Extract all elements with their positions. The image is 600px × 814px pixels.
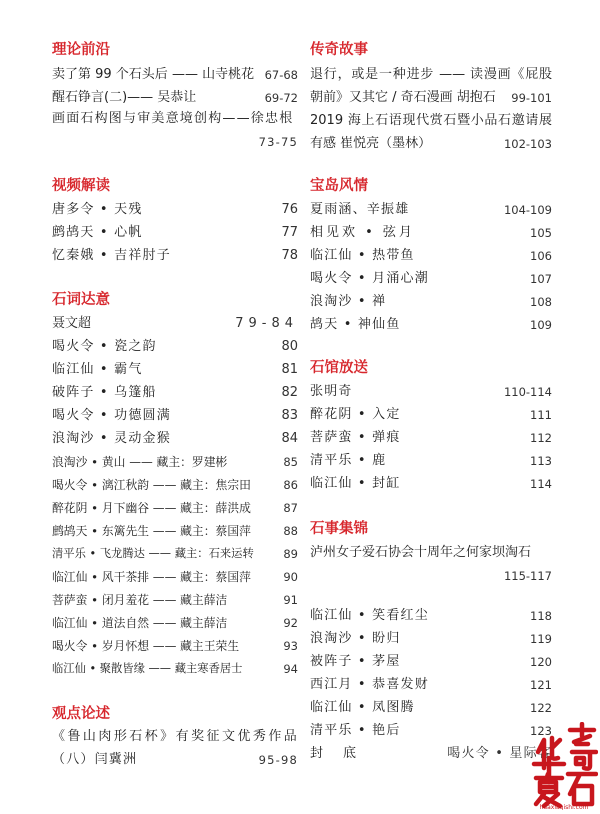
toc-entry-title: 喝火令 • 功德圆满: [52, 408, 171, 423]
toc-entry-title: 清平乐 • 飞龙腾达 —— 藏主：石来运转: [52, 547, 254, 560]
toc-entry-page: 87: [283, 501, 298, 515]
toc-entry: [310, 542, 552, 587]
toc-entry-title: 鸪天 • 神仙鱼: [310, 317, 401, 332]
toc-entry-title: 醉花阴 • 入定: [310, 407, 401, 422]
toc-entry-page: 73-75: [258, 134, 298, 149]
toc-entry-page: 118: [530, 609, 552, 623]
toc-entry: [52, 313, 298, 335]
section-title-legend: 传奇故事: [310, 42, 368, 58]
toc-entry-title: 聂文超: [52, 316, 92, 331]
toc-entry: [310, 628, 552, 650]
toc-entry: [52, 566, 298, 588]
toc-entry-page: 77: [281, 225, 298, 240]
toc-entry-page: 喝火令 • 星际客: [447, 746, 552, 761]
toc-entry: [52, 108, 298, 153]
toc-entry-title: 浪淘沙 • 盼归: [310, 631, 401, 646]
toc-entry: [52, 64, 298, 86]
toc-entry-title: 临江仙 • 聚散皆缘 —— 藏主寒香居士: [52, 662, 243, 675]
toc-entry-page: 112: [530, 431, 552, 445]
toc-entry-title: 临江仙 • 霸气: [52, 362, 143, 377]
toc-entry: [52, 199, 298, 221]
toc-entry-page: 76: [281, 202, 298, 217]
toc-entry-page: 110-114: [503, 385, 552, 399]
toc-entry: [310, 314, 552, 336]
toc-entry: [310, 222, 552, 244]
site-watermark-logo: [530, 722, 598, 810]
toc-entry: [52, 497, 298, 519]
toc-entry-title: 临江仙 • 道法自然 —— 藏主薛洁: [52, 616, 228, 630]
toc-entry: [52, 474, 298, 496]
toc-entry: [52, 428, 298, 450]
toc-entry-title: 喝火令 • 瓷之韵: [52, 339, 157, 354]
section-title-opinion: 观点论述: [52, 706, 110, 722]
toc-entry-title: 被阵子 • 茅屋: [310, 654, 401, 669]
toc-entry: [52, 336, 298, 358]
toc-entry-title: 鹧鸪天 • 东篱先生 —— 藏主：蔡国萍: [52, 524, 251, 538]
toc-entry-page: 82: [281, 385, 298, 400]
toc-entry-page: 78: [281, 248, 298, 263]
toc-entry-title: 醒石铮言(二)—— 吴恭让: [52, 90, 197, 105]
toc-entry-page: 104-109: [503, 203, 552, 217]
toc-entry-title: 临江仙 • 凤图腾: [310, 700, 415, 715]
toc-entry-title: 破阵子 • 乌篷船: [52, 385, 157, 400]
toc-entry: [52, 612, 298, 634]
toc-entry-page: 119: [530, 632, 552, 646]
toc-entry-title: 《鲁山肉形石杯》有奖征文优秀作品（八）闫冀洲: [52, 729, 298, 767]
toc-entry-page: 108: [530, 295, 552, 309]
toc-entry-title: 喝火令 • 岁月怀想 —— 藏主王荣生: [52, 639, 240, 653]
toc-entry-title: 醉花阴 • 月下幽谷 —— 藏主：薛洪成: [52, 501, 251, 515]
toc-entry-title: 菩萨蛮 • 闭月羞花 —— 藏主薛洁: [52, 593, 228, 607]
toc-entry: [310, 743, 552, 765]
toc-entry: [52, 359, 298, 381]
toc-entry: [310, 674, 552, 696]
toc-entry-page: 90: [283, 570, 298, 584]
toc-entry-page: 88: [283, 524, 298, 538]
section-title-poems: 石词达意: [52, 292, 110, 308]
toc-entry-title: 临江仙 • 笑看红尘: [310, 608, 429, 623]
toc-entry: [310, 268, 552, 290]
toc-entry-title: 卖了第 99 个石头后 —— 山寺桃花: [52, 67, 255, 82]
toc-entry: [52, 658, 298, 680]
toc-entry-title: 喝火令 • 漓江秋韵 —— 藏主：焦宗田: [52, 478, 251, 492]
toc-entry-page: 84: [281, 431, 298, 446]
section-title-theory: 理论前沿: [52, 42, 110, 58]
toc-entry-page: 106: [530, 249, 552, 263]
toc-entry-page: 69-72: [264, 91, 298, 105]
toc-entry: [52, 87, 298, 109]
toc-entry: [310, 473, 552, 495]
toc-entry: [310, 381, 552, 403]
toc-entry-page: 109: [530, 318, 552, 332]
toc-entry-page: 113: [530, 454, 552, 468]
toc-entry-title: 菩萨蛮 • 弹痕: [310, 430, 401, 445]
toc-entry-title: 西江月 • 恭喜发财: [310, 677, 429, 692]
section-title-museum: 石馆放送: [310, 360, 368, 376]
toc-entry-page: 91: [283, 593, 298, 607]
toc-entry-page: 92: [283, 616, 298, 630]
toc-entry-page: 121: [530, 678, 552, 692]
toc-entry: [52, 245, 298, 267]
toc-entry-page: 123: [530, 724, 552, 738]
toc-entry-title: 临江仙 • 热带鱼: [310, 248, 415, 263]
toc-entry: [52, 382, 298, 404]
toc-entry-title: 张明奇: [310, 384, 353, 399]
toc-entry-page: 102-103: [503, 136, 552, 151]
toc-entry: [310, 404, 552, 426]
toc-entry: [310, 245, 552, 267]
toc-entry-title: 画面石构图与审美意境创构——徐忠根: [52, 111, 294, 126]
toc-entry-title: 临江仙 • 封缸: [310, 476, 401, 491]
toc-entry-title: 喝火令 • 月涌心潮: [310, 271, 429, 286]
toc-entry-page: 111: [530, 408, 552, 422]
toc-entry-title: 封底: [310, 746, 377, 761]
toc-entry-page: 67-68: [264, 68, 298, 82]
toc-entry-page: 94: [283, 662, 298, 676]
toc-entry-title: 浪淘沙 • 禅: [310, 294, 387, 309]
toc-entry: [310, 110, 552, 155]
toc-entry-page: 107: [530, 272, 552, 286]
toc-entry: [310, 651, 552, 673]
toc-entry-page: 105: [530, 226, 552, 240]
toc-entry: [52, 589, 298, 611]
toc-entry: [310, 720, 552, 742]
toc-entry-title: 清平乐 • 鹿: [310, 453, 387, 468]
toc-entry-title: 退行，或是一种进步 —— 读漫画《屁股朝前》又其它 / 奇石漫画 胡抱石: [310, 67, 552, 105]
toc-entry-title: 浪淘沙 • 黄山 —— 藏主：罗建彬: [52, 455, 228, 469]
toc-entry: [310, 291, 552, 313]
toc-entry-title: 相见欢 • 弦月: [310, 225, 415, 240]
toc-entry-page: 122: [530, 701, 552, 715]
toc-entry-page: 120: [530, 655, 552, 669]
toc-entry-page: 85: [283, 455, 298, 469]
toc-entry-page: 114: [530, 477, 552, 491]
section-title-treasure: 宝岛风情: [310, 178, 368, 194]
toc-entry: [310, 605, 552, 627]
toc-entry-page: 81: [281, 362, 298, 377]
toc-entry-title: 浪淘沙 • 灵动金猴: [52, 431, 171, 446]
toc-entry-page: 86: [283, 478, 298, 492]
toc-entry: [310, 427, 552, 449]
seal-icon: [530, 722, 598, 810]
toc-entry: [52, 543, 298, 565]
toc-entry: [310, 199, 552, 221]
toc-entry-page: 115-117: [503, 568, 552, 583]
toc-entry: [310, 450, 552, 472]
toc-entry: [52, 635, 298, 657]
toc-entry: [310, 64, 552, 109]
toc-entry: [52, 726, 298, 771]
toc-entry-title: 夏雨涵、辛振雄: [310, 202, 410, 217]
toc-entry-title: 清平乐 • 艳后: [310, 723, 401, 738]
toc-entry-title: 忆秦娥 • 吉祥肘子: [52, 248, 171, 263]
section-title-collect: 石事集锦: [310, 521, 368, 537]
toc-entry: [310, 697, 552, 719]
toc-entry-title: 2019 海上石语现代赏石暨小品石邀请展有感 崔悦亮（墨林）: [310, 113, 552, 151]
toc-entry-title: 唐多令 • 天残: [52, 202, 143, 217]
toc-entry-page: 93: [283, 639, 298, 653]
toc-entry-page: 99-101: [511, 90, 552, 105]
toc-entry: [52, 520, 298, 542]
toc-entry: [52, 405, 298, 427]
toc-entry-page: 95-98: [258, 752, 298, 767]
section-title-video: 视频解读: [52, 178, 110, 194]
toc-entry-page: 79-84: [235, 316, 298, 331]
watermark-url: huaxiaqishi.com: [539, 804, 589, 810]
toc-entry-title: 临江仙 • 风干茶排 —— 藏主：蔡国萍: [52, 570, 251, 584]
toc-entry-title: 鹧鸪天 • 心帆: [52, 225, 143, 240]
toc-entry: [52, 222, 298, 244]
toc-entry-title: 泸州女子爱石协会十周年之何家坝淘石: [310, 545, 532, 560]
toc-entry-page: 80: [281, 339, 298, 354]
toc-entry-page: 83: [281, 408, 298, 423]
toc-entry: [52, 451, 298, 473]
toc-entry-page: 89: [283, 547, 298, 561]
